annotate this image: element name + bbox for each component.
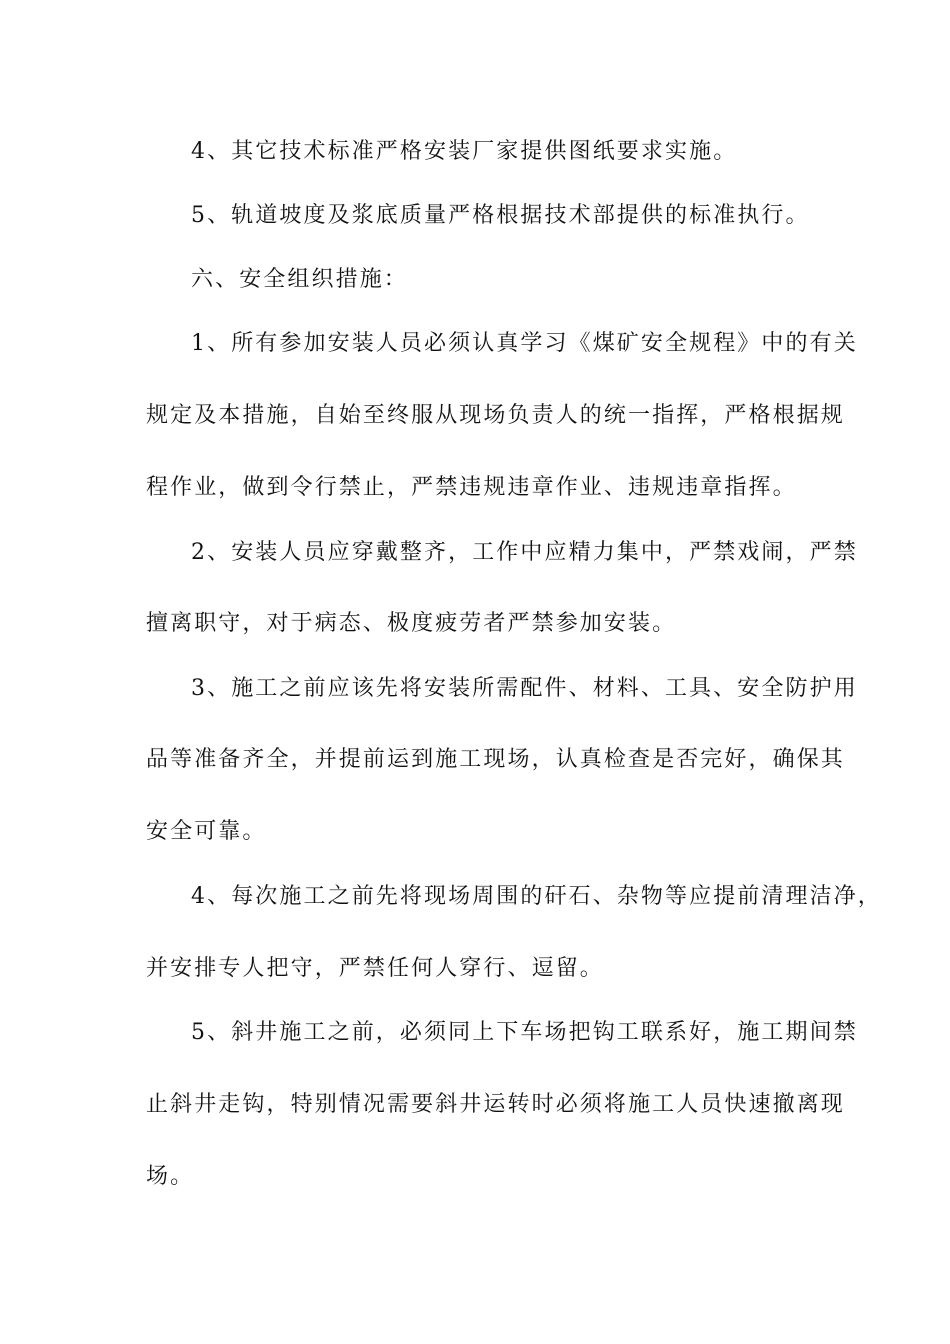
section-heading: 六、安全组织措施： (191, 267, 408, 292)
text-line: 场。 (146, 1164, 195, 1189)
text-line: 安全可靠。 (146, 819, 267, 844)
text-line: 1、所有参加安装人员必须认真学习《煤矿安全规程》中的有关 (191, 331, 858, 356)
text-line: 5、轨道坡度及浆底质量严格根据技术部提供的标准执行。 (191, 203, 810, 228)
text-line: 止斜井走钩，特别情况需要斜井运转时必须将施工人员快速撤离现 (146, 1092, 845, 1117)
text-line: 4、其它技术标准严格安装厂家提供图纸要求实施。 (191, 139, 738, 164)
text-line: 擅离职守，对于病态、极度疲劳者严禁参加安装。 (146, 611, 677, 636)
text-line: 4、每次施工之前先将现场周围的矸石、杂物等应提前清理洁净， (191, 884, 882, 909)
text-line: 规定及本措施，自始至终服从现场负责人的统一指挥，严格根据规 (146, 403, 845, 428)
text-line: 品等准备齐全，并提前运到施工现场，认真检查是否完好，确保其 (146, 747, 845, 772)
text-line: 2、安装人员应穿戴整齐，工作中应精力集中，严禁戏闹，严禁 (191, 540, 858, 565)
text-line: 5、斜井施工之前，必须同上下车场把钩工联系好，施工期间禁 (191, 1020, 858, 1045)
text-line: 并安排专人把守，严禁任何人穿行、逗留。 (146, 956, 604, 981)
text-line: 程作业，做到令行禁止，严禁违规违章作业、违规违章指挥。 (146, 475, 797, 500)
text-line: 3、施工之前应该先将安装所需配件、材料、工具、安全防护用 (191, 676, 858, 701)
